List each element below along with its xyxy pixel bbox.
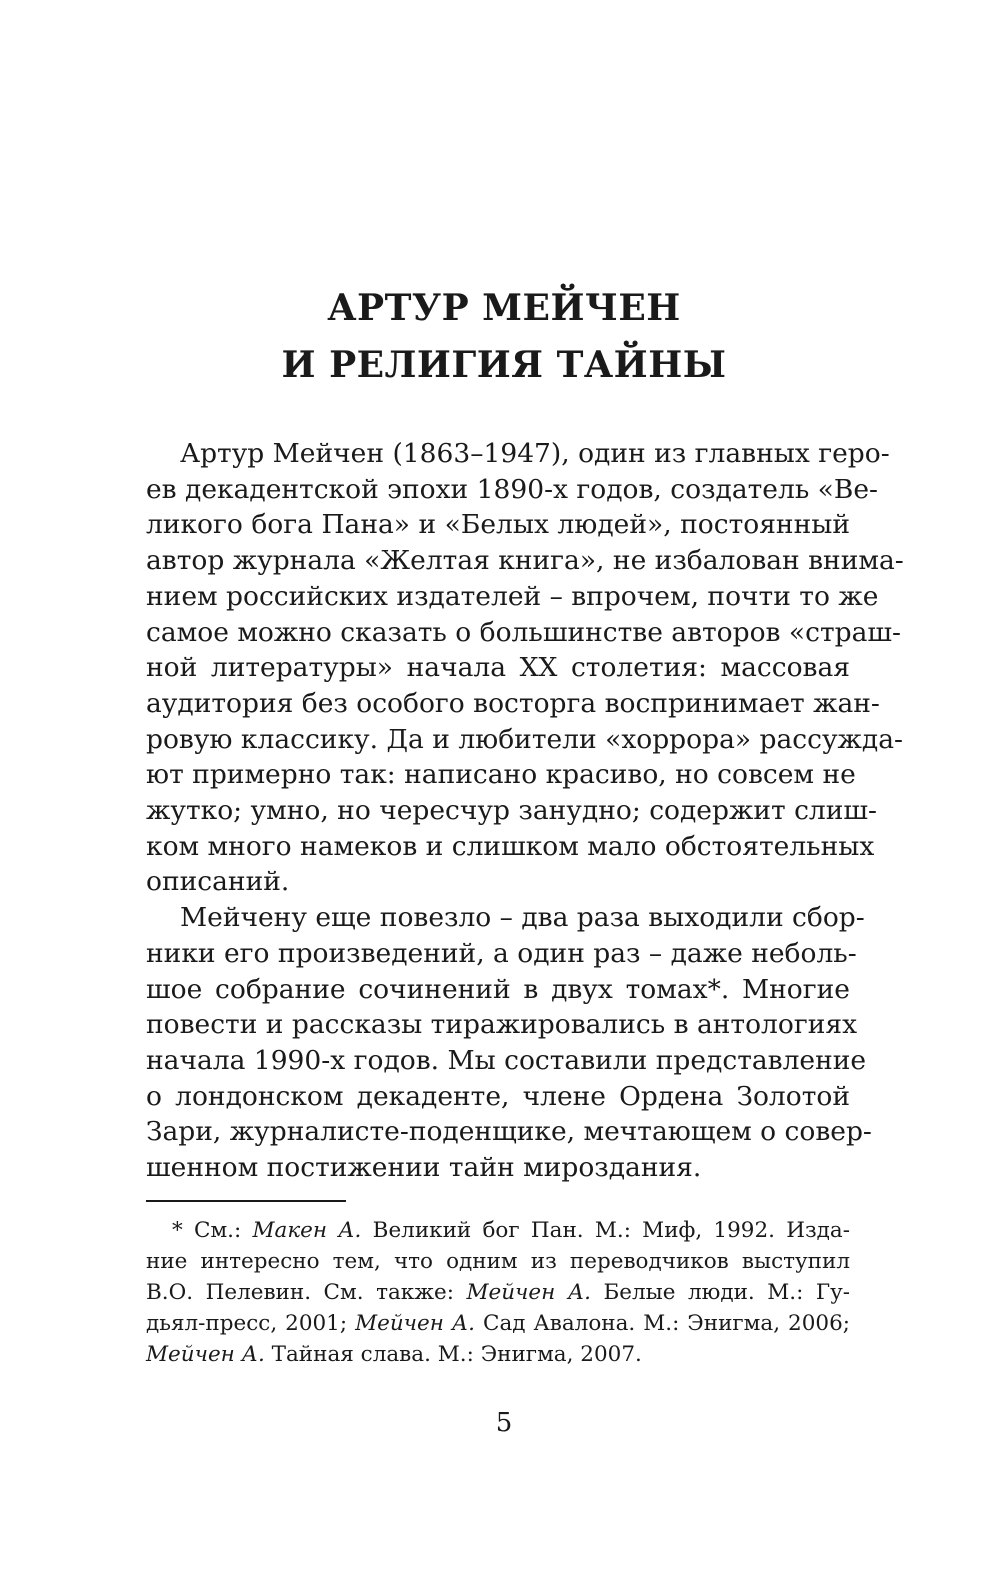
paragraph-2-line: о лондонском декаденте, члене Ордена Золотой <box>146 1081 850 1112</box>
footnote-author: Мейчен А. <box>146 1342 265 1367</box>
chapter-title-line-2: И РЕЛИГИЯ ТАЙНЫ <box>281 344 727 386</box>
paragraph-1-line: ев декадентской эпохи 1890-х годов, создатель «Ве- <box>146 474 878 505</box>
paragraph-2-line: Зари, журналисте-поденщике, мечтающем о совер- <box>146 1116 872 1147</box>
paragraph-2-line: Мейчену еще повезло – два раза выходили сбор- <box>180 902 865 933</box>
paragraph-1-line: жутко; умно, но чересчур занудно; содержит слиш- <box>146 795 878 826</box>
paragraph-1-line: нием российских издателей – впрочем, почти то же <box>146 581 879 612</box>
paragraph-1-line: ровую классику. Да и любители «хоррора» рассужда- <box>146 724 903 755</box>
footnote-author: Макен А. <box>252 1218 362 1243</box>
paragraph-1-line: Артур Мейчен (1863–1947), один из главных геро- <box>180 438 890 469</box>
footnote-line <box>146 1277 850 1308</box>
paragraph-2-line: начала 1990-х годов. Мы составили представление <box>146 1045 867 1076</box>
footnote-author: Мейчен А. <box>355 1311 476 1336</box>
footnote-text: Великий бог Пан. М.: Миф, 1992. Изда- <box>361 1218 851 1243</box>
footnote-text: * См.: <box>172 1218 253 1243</box>
paragraph-2-line: шенном постижении тайн мироздания. <box>146 1152 702 1183</box>
paragraph-1-line: автор журнала «Желтая книга», не избалован внима- <box>146 545 904 576</box>
paragraph-1-line: описаний. <box>146 866 290 897</box>
footnote-text: Сад Авалона. М.: Энигма, 2006; <box>475 1311 850 1336</box>
footnote-text: В.О. Пелевин. См. также: <box>146 1280 467 1305</box>
footnote-text: Тайная слава. М.: Энигма, 2007. <box>264 1342 642 1367</box>
footnote-text: дьял-пресс, 2001; <box>146 1311 356 1336</box>
footnote-text: Белые люди. М.: Гу- <box>590 1280 850 1305</box>
footnote-line <box>146 1339 850 1370</box>
footnote-author: Мейчен А. <box>466 1280 591 1305</box>
paragraph-1-line: ют примерно так: написано красиво, но совсем не <box>146 759 856 790</box>
footnote-line <box>172 1215 850 1246</box>
footnote-separator <box>146 1200 346 1202</box>
footnote-line <box>146 1308 850 1339</box>
page-number: 5 <box>495 1408 513 1438</box>
paragraph-1-line: ликого бога Пана» и «Белых людей», постоянный <box>146 509 850 540</box>
paragraph-2-line: шое собрание сочинений в двух томах*. Многие <box>146 974 850 1005</box>
chapter-title <box>0 280 1008 394</box>
paragraph-2-line: повести и рассказы тиражировались в антологиях <box>146 1009 858 1040</box>
footnote-line: ние интересно тем, что одним из переводчиков выступил <box>146 1249 850 1274</box>
paragraph-1-line: ной литературы» начала XX столетия: массовая <box>146 652 850 683</box>
paragraph-1-line: аудитория без особого восторга воспринимает жан- <box>146 688 880 719</box>
paragraph-1-line: самое можно сказать о большинстве авторов «страш- <box>146 617 901 648</box>
paragraph-1-line: ком много намеков и слишком мало обстоятельных <box>146 831 875 862</box>
chapter-title-line-1: АРТУР МЕЙЧЕН <box>327 287 681 329</box>
paragraph-2-line: ники его произведений, а один раз – даже неболь- <box>146 938 857 969</box>
